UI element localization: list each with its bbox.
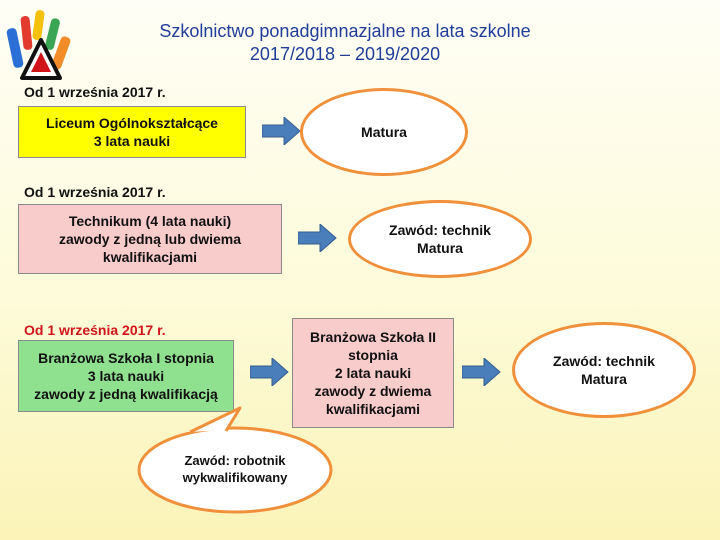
row2-date: Od 1 września 2017 r. [24,184,166,200]
row3-result-line-2: Matura [581,371,627,387]
title-line-1: Szkolnictwo ponadgimnazjalne na lata szkolne [159,21,531,41]
branzowa-2-line-4: zawody z dwiema [314,383,432,399]
branzowa-2-line-3: 2 lata nauki [334,365,412,381]
row2-result-line-1: Zawód: technik [389,222,491,238]
branzowa-1-line-3: zawody z jedną kwalifikacją [34,386,218,402]
technikum-line-3: kwalifikacjami [102,249,198,265]
branzowa-2-line-5: kwalifikacjami [325,401,421,417]
row3-result-line-1: Zawód: technik [553,353,655,369]
branzowa-1-line-1: Branżowa Szkoła I stopnia [38,350,214,366]
liceum-line-1: Liceum Ogólnokształcące [46,115,218,131]
row1-date: Od 1 września 2017 r. [24,84,166,100]
title-line-2: 2017/2018 – 2019/2020 [249,44,441,64]
technikum-line-1: Technikum (4 lata nauki) [68,213,232,229]
branzowa-2-line-1: Branżowa Szkoła II [309,329,437,345]
liceum-line-2: 3 lata nauki [93,133,171,149]
row3-date: Od 1 września 2017 r. [24,322,166,338]
row2-result-line-2: Matura [417,240,463,256]
robotnik-callout-text [150,452,320,486]
callout-line-2: wykwalifikowany [182,470,288,485]
technikum-line-2: zawody z jedną lub dwiema [58,231,242,247]
branzowa-1-line-2: 3 lata nauki [87,368,165,384]
matura-text: Matura [361,124,407,140]
branzowa-2-line-2: stopnia [348,347,398,363]
callout-line-1: Zawód: robotnik [184,453,286,468]
